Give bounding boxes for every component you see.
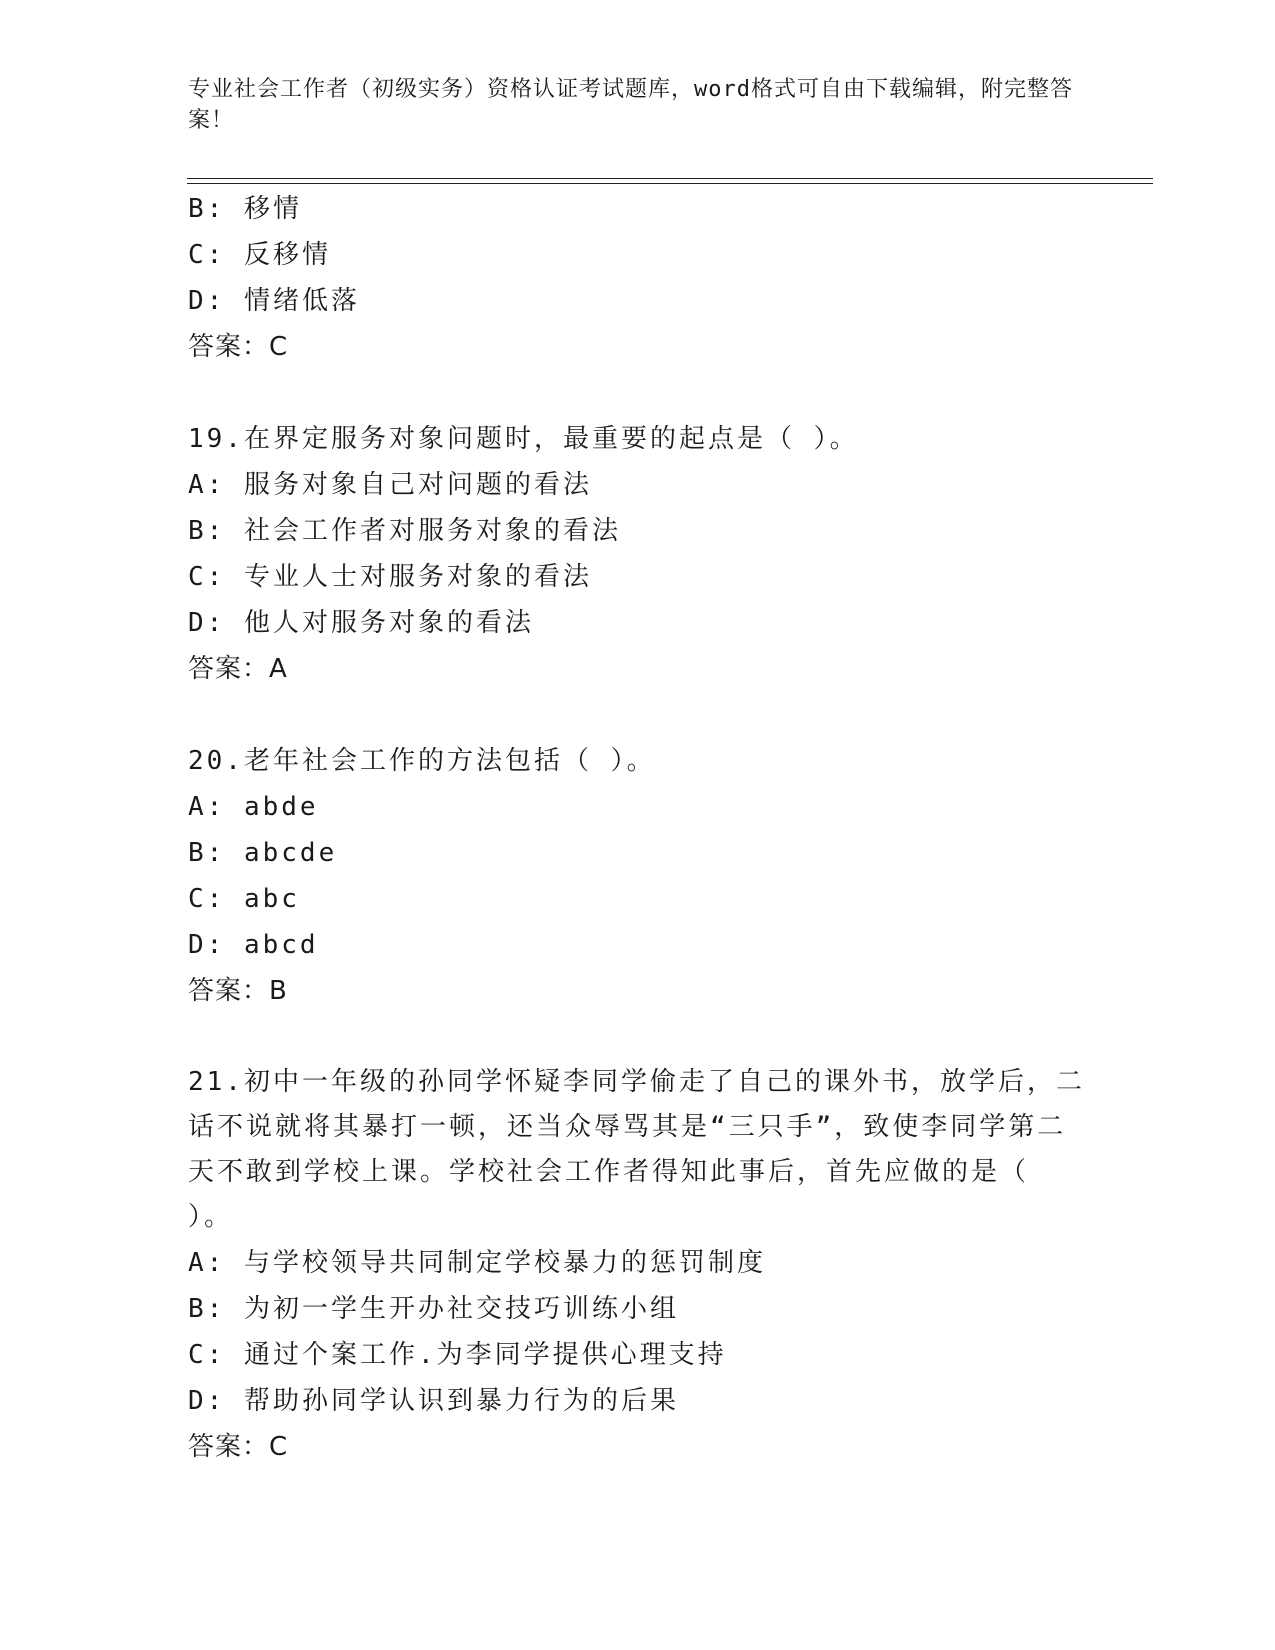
spacer — [188, 370, 1088, 416]
option-a: A: 服务对象自己对问题的看法 — [188, 470, 592, 500]
header-rule-top — [187, 178, 1153, 179]
question-20 — [188, 738, 1088, 1014]
option-a: A: abde — [188, 792, 319, 822]
option-c: C: abc — [188, 884, 300, 914]
question-text: 21.初中一年级的孙同学怀疑李同学偷走了自己的课外书，放学后，二话不说就将其暴打一顿，还当众辱骂其是“三只手”，致使李同学第二天不敢到学校上课。学校社会工作者得知此事后，首先应做的是（ ）。 — [188, 1067, 1085, 1232]
option-d: D: 情绪低落 — [188, 286, 360, 316]
answer: 答案：C — [188, 1432, 289, 1462]
option-b: B: 移情 — [188, 194, 302, 224]
option-d: D: abcd — [188, 930, 319, 960]
option-d: D: 帮助孙同学认识到暴力行为的后果 — [188, 1386, 679, 1416]
option-d: D: 他人对服务对象的看法 — [188, 608, 534, 638]
option-b: B: abcde — [188, 838, 338, 868]
question-list — [188, 186, 1088, 1470]
option-c: C: 通过个案工作.为李同学提供心理支持 — [188, 1340, 727, 1370]
header-rule-bottom — [187, 183, 1153, 184]
option-b: B: 为初一学生开办社交技巧训练小组 — [188, 1294, 679, 1324]
question-19 — [188, 416, 1088, 692]
answer: 答案：A — [188, 654, 288, 684]
spacer — [188, 1014, 1088, 1060]
prev-question-block — [188, 186, 1088, 370]
question-text: 19.在界定服务对象问题时，最重要的起点是（ ）。 — [188, 424, 859, 454]
option-a: A: 与学校领导共同制定学校暴力的惩罚制度 — [188, 1248, 766, 1278]
spacer — [188, 692, 1088, 738]
question-21 — [188, 1060, 1088, 1470]
answer: 答案：C — [188, 332, 289, 362]
document-header: 专业社会工作者（初级实务）资格认证考试题库，word格式可自由下载编辑，附完整答案！ — [188, 77, 1073, 133]
option-c: C: 专业人士对服务对象的看法 — [188, 562, 592, 592]
option-b: B: 社会工作者对服务对象的看法 — [188, 516, 621, 546]
answer: 答案：B — [188, 976, 288, 1006]
option-c: C: 反移情 — [188, 240, 331, 270]
question-text: 20.老年社会工作的方法包括（ ）。 — [188, 746, 656, 776]
